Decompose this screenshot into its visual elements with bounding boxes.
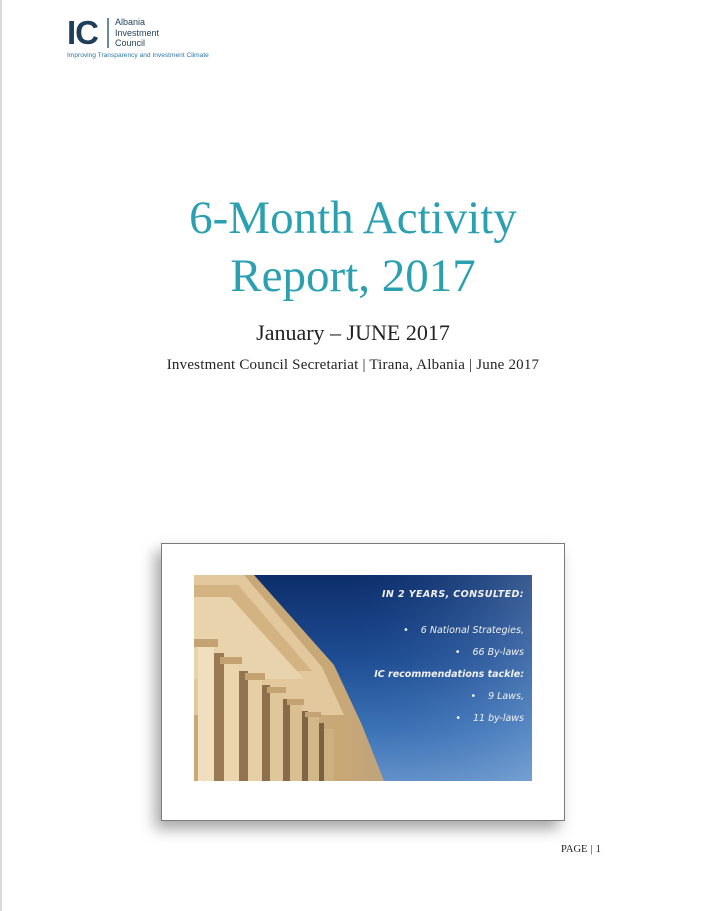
courthouse-photo: [194, 575, 532, 781]
title-line-1: 6-Month Activity: [189, 192, 517, 244]
bullet-icon: •: [455, 713, 461, 724]
logo-name-line: Albania: [115, 17, 146, 27]
ic-logo: [67, 16, 227, 62]
tackle-item: [304, 713, 524, 724]
consulted-item: [304, 647, 524, 658]
tackle-item-text: 9 Laws,: [488, 691, 524, 702]
bullet-icon: •: [403, 625, 409, 636]
consulted-item-text: 6 National Strategies,: [420, 625, 524, 636]
tackle-item: [304, 691, 524, 702]
cover-picture-frame: [161, 543, 565, 821]
tackle-item-text: 11 by-laws: [472, 713, 524, 724]
logo-tagline: Improving Transparency and Investment Climate: [67, 52, 209, 59]
logo-name-line: Investment: [115, 27, 160, 38]
image-caption: [304, 589, 524, 735]
logo-mark: IC: [67, 14, 98, 51]
page-edge: [0, 0, 2, 911]
page-label: PAGE: [561, 844, 588, 855]
page-footer: [561, 844, 601, 855]
bullet-icon: •: [470, 691, 477, 702]
page-number: 1: [595, 844, 601, 855]
image-subheading: IC recommendations tackle:: [374, 669, 524, 680]
consulted-item-text: 66 By-laws: [472, 647, 524, 658]
logo-divider: [107, 18, 109, 48]
report-period: January – JUNE 2017: [256, 320, 450, 345]
title-line-2: Report, 2017: [230, 250, 476, 302]
page-separator: |: [590, 844, 593, 855]
consulted-item: [304, 625, 524, 636]
report-byline: Investment Council Secretariat | Tirana, Albania | June 2017: [166, 357, 540, 373]
bullet-icon: •: [454, 647, 461, 658]
logo-name: [115, 17, 159, 49]
report-title: [0, 189, 706, 305]
image-heading: IN 2 YEARS, CONSULTED:: [382, 589, 524, 600]
logo-name-line: Council: [115, 38, 146, 48]
